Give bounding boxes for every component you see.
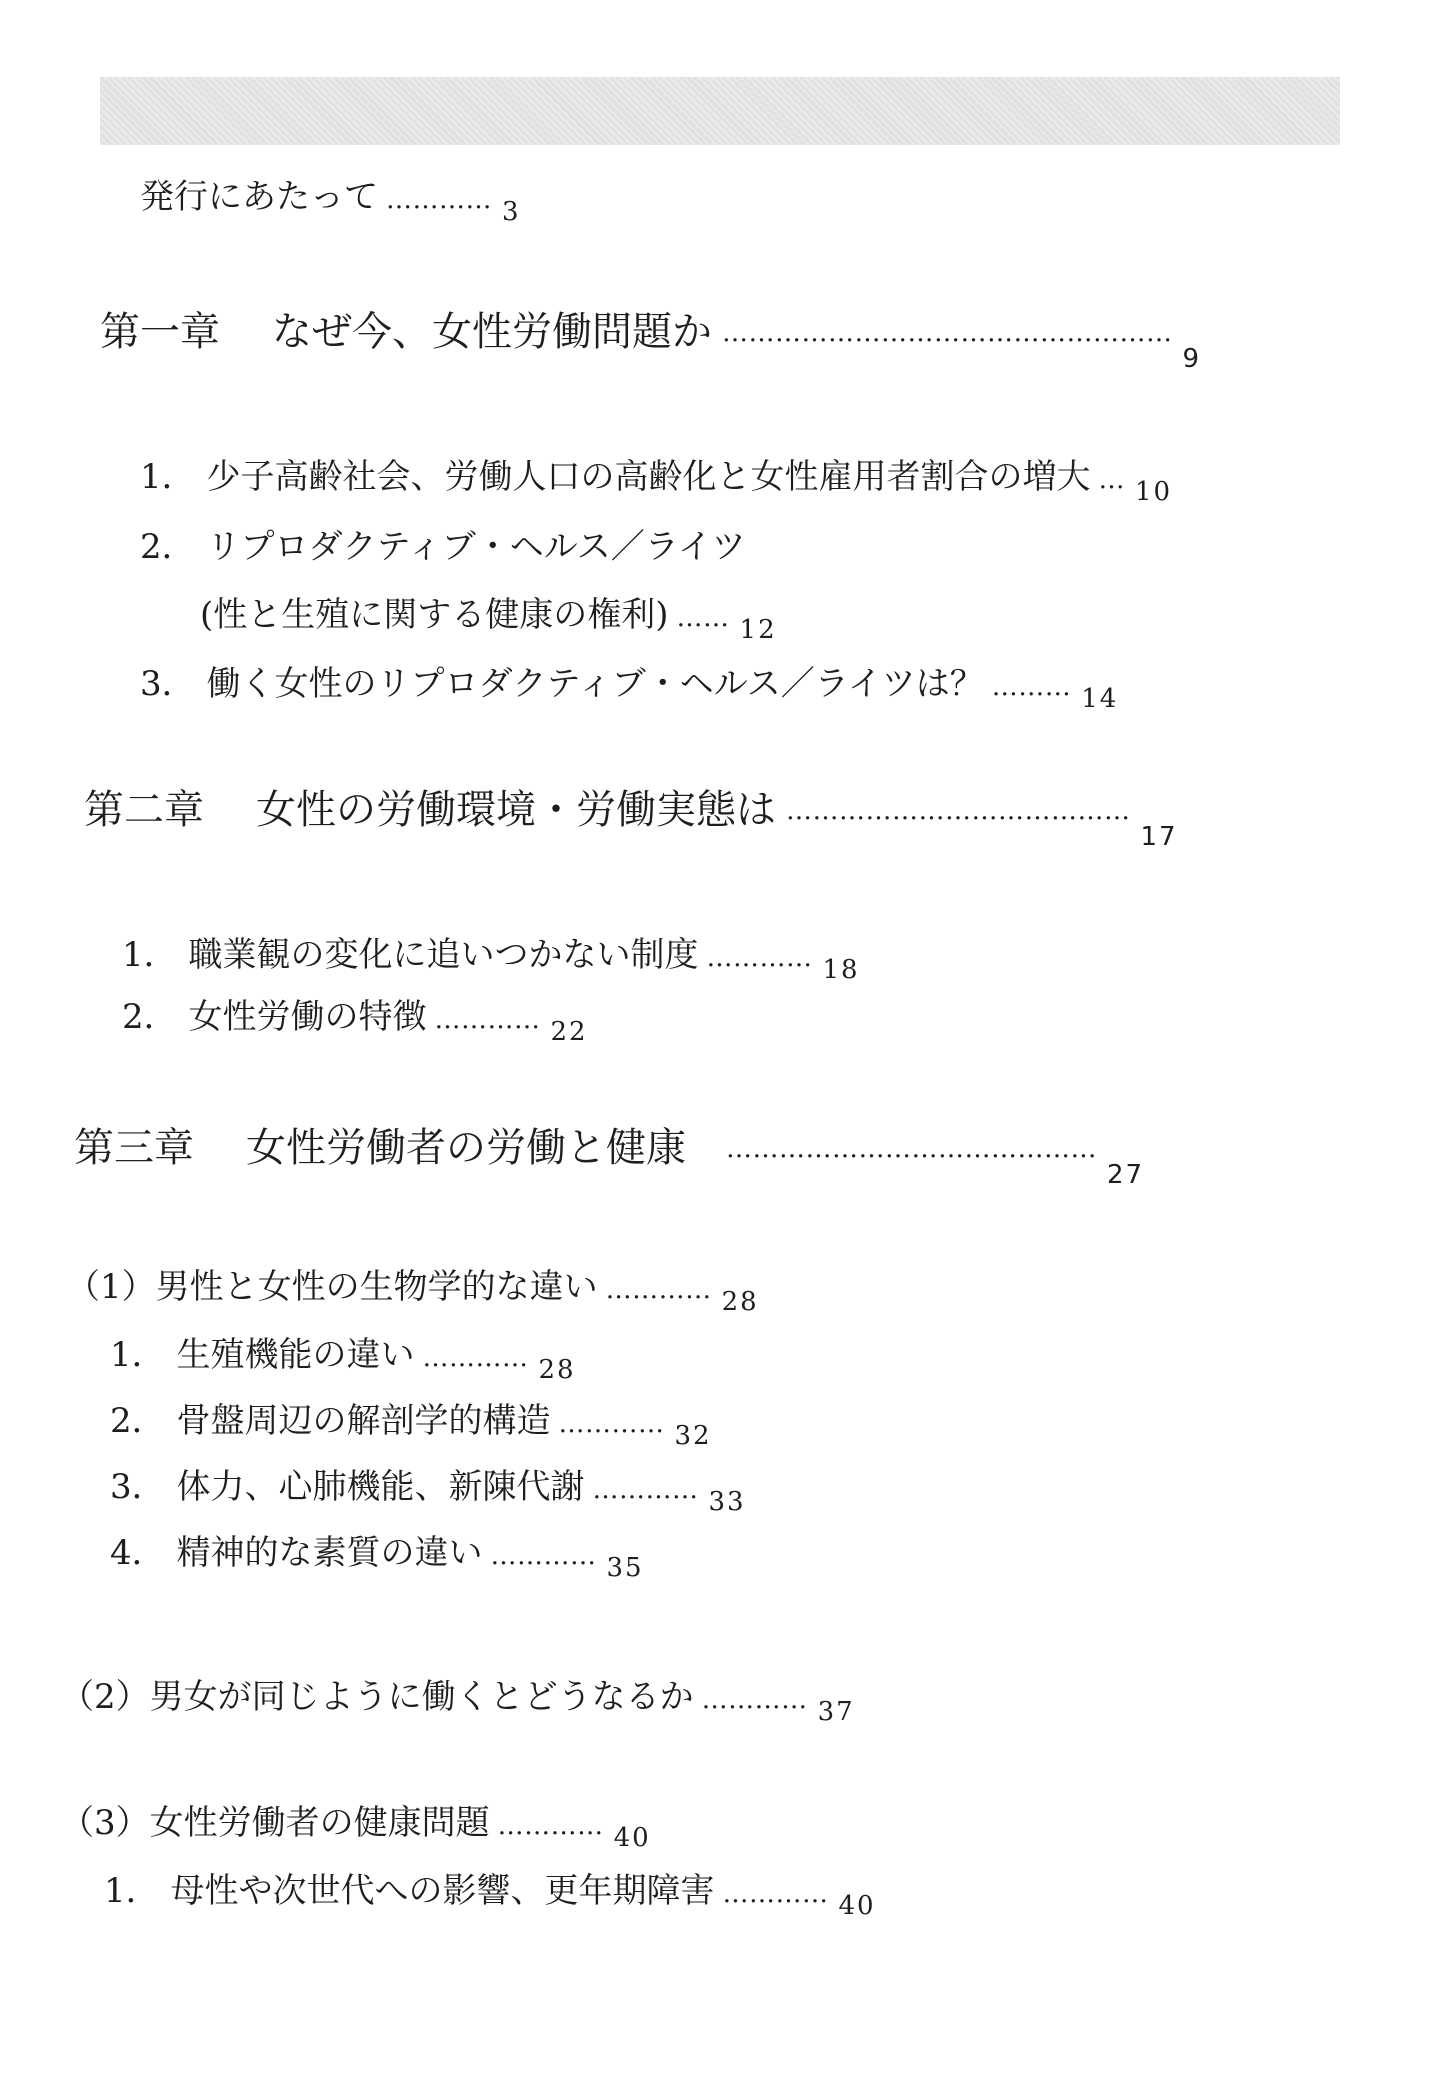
toc-section <box>60 1803 651 1853</box>
page-number: 37 <box>817 1697 855 1727</box>
entry-title: 働く女性のリプロダクティブ・ヘルス／ライツは？ <box>206 664 984 704</box>
dot-leader: ………… <box>722 1879 829 1909</box>
page-number: 17 <box>1140 822 1178 852</box>
dot-leader: ………… <box>422 1343 529 1373</box>
chapter-heading-2 <box>84 787 1178 852</box>
page-number: 33 <box>708 1487 746 1517</box>
entry-title: 職業観の変化に追いつかない制度 <box>188 935 699 975</box>
section-label: （1） <box>66 1267 156 1307</box>
chapter-number: 第一章 <box>100 309 220 355</box>
section-title: 男女が同じように働くとどうなるか <box>149 1677 694 1717</box>
section-title: 女性労働者の健康問題 <box>149 1803 490 1843</box>
page-number: 27 <box>1107 1160 1145 1190</box>
entry-number: 1． <box>104 1871 160 1911</box>
toc-section <box>60 1677 855 1727</box>
toc-entry <box>110 1335 576 1385</box>
toc-entry <box>140 527 746 567</box>
toc-entry <box>140 457 1173 507</box>
entry-title: 少子高齢社会、労働人口の高齢化と女性雇用者割合の増大 <box>206 457 1091 497</box>
entry-title: 発行にあたって <box>140 177 378 217</box>
toc-entry-continuation <box>200 595 777 645</box>
entry-number: 2． <box>122 997 178 1037</box>
entry-title: リプロダクティブ・ヘルス／ライツ <box>206 527 746 567</box>
page-number: 3 <box>502 197 521 227</box>
section-title: 男性と女性の生物学的な違い <box>155 1267 598 1307</box>
page-number: 40 <box>613 1823 651 1853</box>
entry-title: 女性労働の特徴 <box>188 997 427 1037</box>
page-number: 35 <box>606 1553 644 1583</box>
toc-entry <box>110 1467 746 1517</box>
entry-number: 1． <box>110 1335 166 1375</box>
chapter-title: なぜ今、女性労働問題か <box>272 309 712 355</box>
entry-title: 母性や次世代への影響、更年期障害 <box>170 1871 715 1911</box>
dot-leader: …………………………………………… <box>722 318 1173 348</box>
dot-leader: ………… <box>706 943 813 973</box>
toc-section <box>66 1267 759 1317</box>
dot-leader: ………………………………… <box>786 796 1131 826</box>
dot-leader: ………… <box>434 1005 541 1035</box>
dot-leader: ………… <box>386 185 492 215</box>
entry-subtitle: (性と生殖に関する健康の権利) <box>200 595 669 635</box>
page-number: 12 <box>739 615 777 645</box>
entry-number: 2． <box>110 1401 166 1441</box>
entry-title: 骨盤周辺の解剖学的構造 <box>176 1401 551 1441</box>
page-number: 40 <box>838 1891 876 1921</box>
toc-entry <box>110 1533 644 1583</box>
dot-leader: ……… <box>991 672 1072 702</box>
chapter-number: 第二章 <box>84 787 204 833</box>
toc-entry <box>110 1401 712 1451</box>
entry-title: 精神的な素質の違い <box>176 1533 483 1573</box>
dot-leader: ………… <box>605 1275 712 1305</box>
chapter-title: 女性労働者の労働と健康 <box>246 1125 686 1171</box>
toc-entry <box>122 997 588 1047</box>
toc-entry <box>122 935 860 985</box>
header-band <box>100 77 1340 145</box>
entry-number: 3． <box>140 664 196 704</box>
chapter-heading-1 <box>100 309 1202 374</box>
entry-number: 1． <box>122 935 178 975</box>
page-number: 32 <box>674 1421 712 1451</box>
dot-leader: ………… <box>558 1409 665 1439</box>
entry-number: 1． <box>140 457 196 497</box>
section-label: （3） <box>60 1803 150 1843</box>
page-number: 28 <box>538 1355 576 1385</box>
toc-entry <box>140 664 1119 714</box>
toc-entry-foreword <box>140 177 521 227</box>
chapter-number: 第三章 <box>74 1125 194 1171</box>
dot-leader: …………………………………… <box>726 1134 1097 1164</box>
section-label: （2） <box>60 1677 150 1717</box>
dot-leader: ………… <box>497 1811 604 1841</box>
dot-leader: ………… <box>592 1475 699 1505</box>
entry-number: 4． <box>110 1533 166 1573</box>
dot-leader: ………… <box>490 1541 597 1571</box>
dot-leader: …… <box>676 603 730 633</box>
entry-title: 生殖機能の違い <box>176 1335 415 1375</box>
page-number: 22 <box>550 1017 588 1047</box>
page-number: 9 <box>1182 344 1202 374</box>
chapter-title: 女性の労働環境・労働実態は <box>256 787 776 833</box>
dot-leader: … <box>1098 465 1125 495</box>
page-number: 18 <box>822 955 860 985</box>
page-number: 28 <box>721 1287 759 1317</box>
entry-title: 体力、心肺機能、新陳代謝 <box>176 1467 585 1507</box>
page-number: 14 <box>1081 684 1119 714</box>
entry-number: 2． <box>140 527 196 567</box>
page-number: 10 <box>1134 477 1173 507</box>
entry-number: 3． <box>110 1467 166 1507</box>
dot-leader: ………… <box>701 1685 808 1715</box>
toc-entry <box>104 1871 876 1921</box>
chapter-heading-3 <box>74 1125 1145 1190</box>
